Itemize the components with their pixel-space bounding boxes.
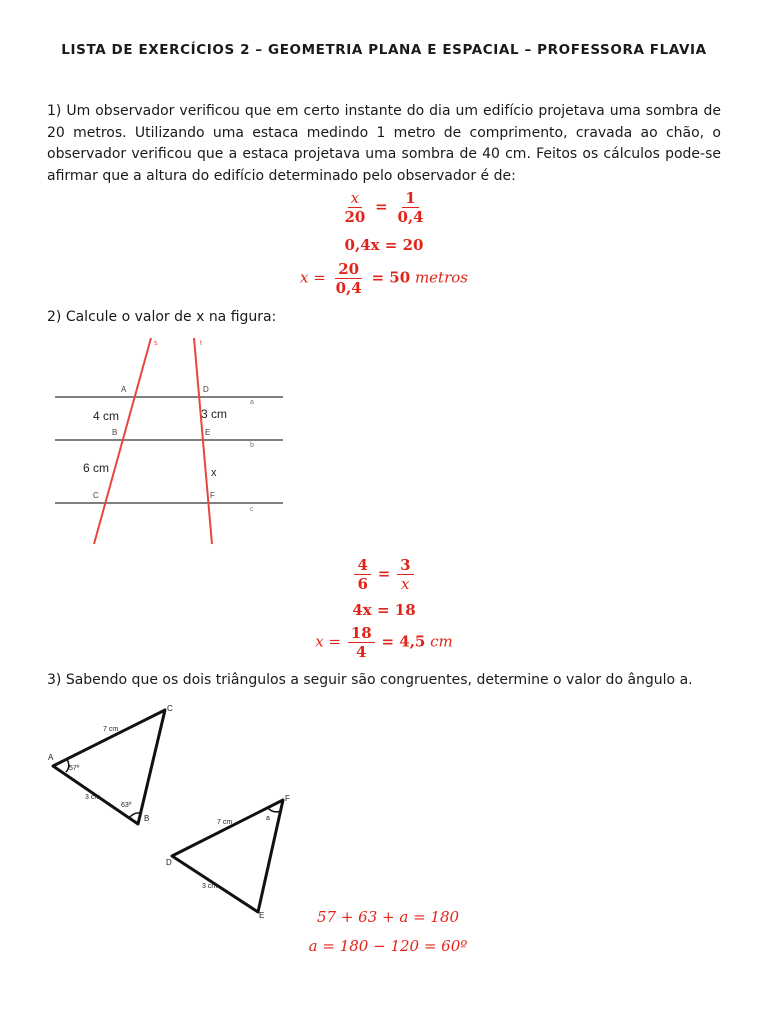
- side-de-label: 3 cm: [202, 883, 218, 890]
- q2-eq1-num-left: 4: [354, 557, 370, 575]
- q3-equation-1: 57 + 63 + a = 180: [316, 908, 460, 926]
- transversal-s: [94, 338, 151, 544]
- vertex-A: A: [48, 753, 54, 762]
- parallel-lines-figure: [55, 334, 285, 549]
- question-2-text: 2) Calcule o valor de x na figura:: [47, 309, 277, 325]
- q2-eq3-lhs: x =: [315, 632, 342, 651]
- q1-equation-1: [0, 190, 768, 225]
- q2-eq1-num-right: 3: [397, 557, 413, 575]
- transversal-t: [194, 338, 212, 544]
- question-1-text: 1) Um observador verificou que em certo instante do dia um edifício projetava uma sombra de 20 metros. Utilizando uma estaca medindo 1 metro de comprimento, cravada ao chão, o observador verificou que a estaca projetava uma sombra de 40 cm. Feitos os cálculos pode-se afirmar que a altura do edifício determinado pelo observador é de:: [47, 103, 721, 184]
- point-E: E: [205, 428, 211, 437]
- label-b: b: [250, 442, 254, 449]
- segment-ef-label: x: [211, 467, 217, 479]
- q1-eq3-den: 0,4: [335, 279, 362, 297]
- point-C: C: [93, 491, 99, 500]
- segment-bc-label: 6 cm: [83, 461, 110, 475]
- label-c: c: [250, 506, 254, 513]
- q1-eq3-rhs: = 50: [371, 268, 411, 287]
- point-F: F: [210, 491, 215, 500]
- vertex-F: F: [285, 794, 290, 803]
- q2-eq3-num: 18: [348, 625, 375, 643]
- q1-eq3-num: 20: [335, 261, 362, 279]
- q2-eq3-unit: cm: [430, 632, 453, 651]
- side-ac-label: 7 cm: [103, 726, 119, 733]
- q1-eq1-den-right: 0,4: [397, 208, 424, 226]
- q2-eq1-den-left: 6: [357, 575, 368, 593]
- congruent-triangles-figure: [45, 700, 305, 930]
- segment-ab-label: 4 cm: [93, 409, 120, 423]
- q1-eq1-num-right: 1: [402, 190, 418, 208]
- q1-eq1-num-left: x: [348, 190, 362, 208]
- q2-eq1-den-right: x: [401, 575, 410, 593]
- point-A: A: [121, 385, 127, 394]
- q2-equation-2: 4x = 18: [352, 601, 416, 619]
- vertex-D: D: [166, 858, 172, 867]
- page-title: LISTA DE EXERCÍCIOS 2 – GEOMETRIA PLANA E ESPACIAL – PROFESSORA FLAVIA: [61, 42, 707, 58]
- question-3-text: 3) Sabendo que os dois triângulos a seguir são congruentes, determine o valor do ângulo a.: [47, 672, 693, 688]
- point-D: D: [203, 385, 209, 394]
- vertex-C: C: [167, 704, 173, 713]
- q1-equation-2: 0,4x = 20: [344, 236, 424, 254]
- label-t: t: [200, 340, 202, 347]
- label-a: a: [250, 399, 254, 406]
- segment-de-label: 3 cm: [201, 407, 228, 421]
- q2-equation-3: [0, 625, 768, 660]
- angle-a-label: 57º: [69, 765, 80, 772]
- q3-equation-2: a = 180 − 120 = 60º: [308, 937, 468, 955]
- q1-eq1-den-left: 20: [344, 208, 366, 226]
- point-B: B: [112, 428, 118, 437]
- q1-eq3-unit: metros: [414, 268, 468, 287]
- side-df-label: 7 cm: [217, 819, 233, 826]
- vertex-B: B: [144, 814, 150, 823]
- side-ab-label: 3 cm: [85, 794, 101, 801]
- q2-equation-1: [0, 557, 768, 592]
- q1-equation-3: [0, 261, 768, 296]
- q2-eq1-equals: =: [377, 564, 391, 583]
- angle-b-label: 63º: [121, 802, 132, 809]
- q2-eq3-den: 4: [356, 643, 367, 661]
- q1-eq1-equals: =: [375, 197, 388, 216]
- q2-eq3-rhs: = 4,5: [381, 632, 426, 651]
- angle-f-label: a: [266, 815, 270, 822]
- label-s: s: [154, 340, 158, 347]
- q1-eq3-lhs: x =: [300, 268, 326, 287]
- vertex-E: E: [259, 911, 265, 920]
